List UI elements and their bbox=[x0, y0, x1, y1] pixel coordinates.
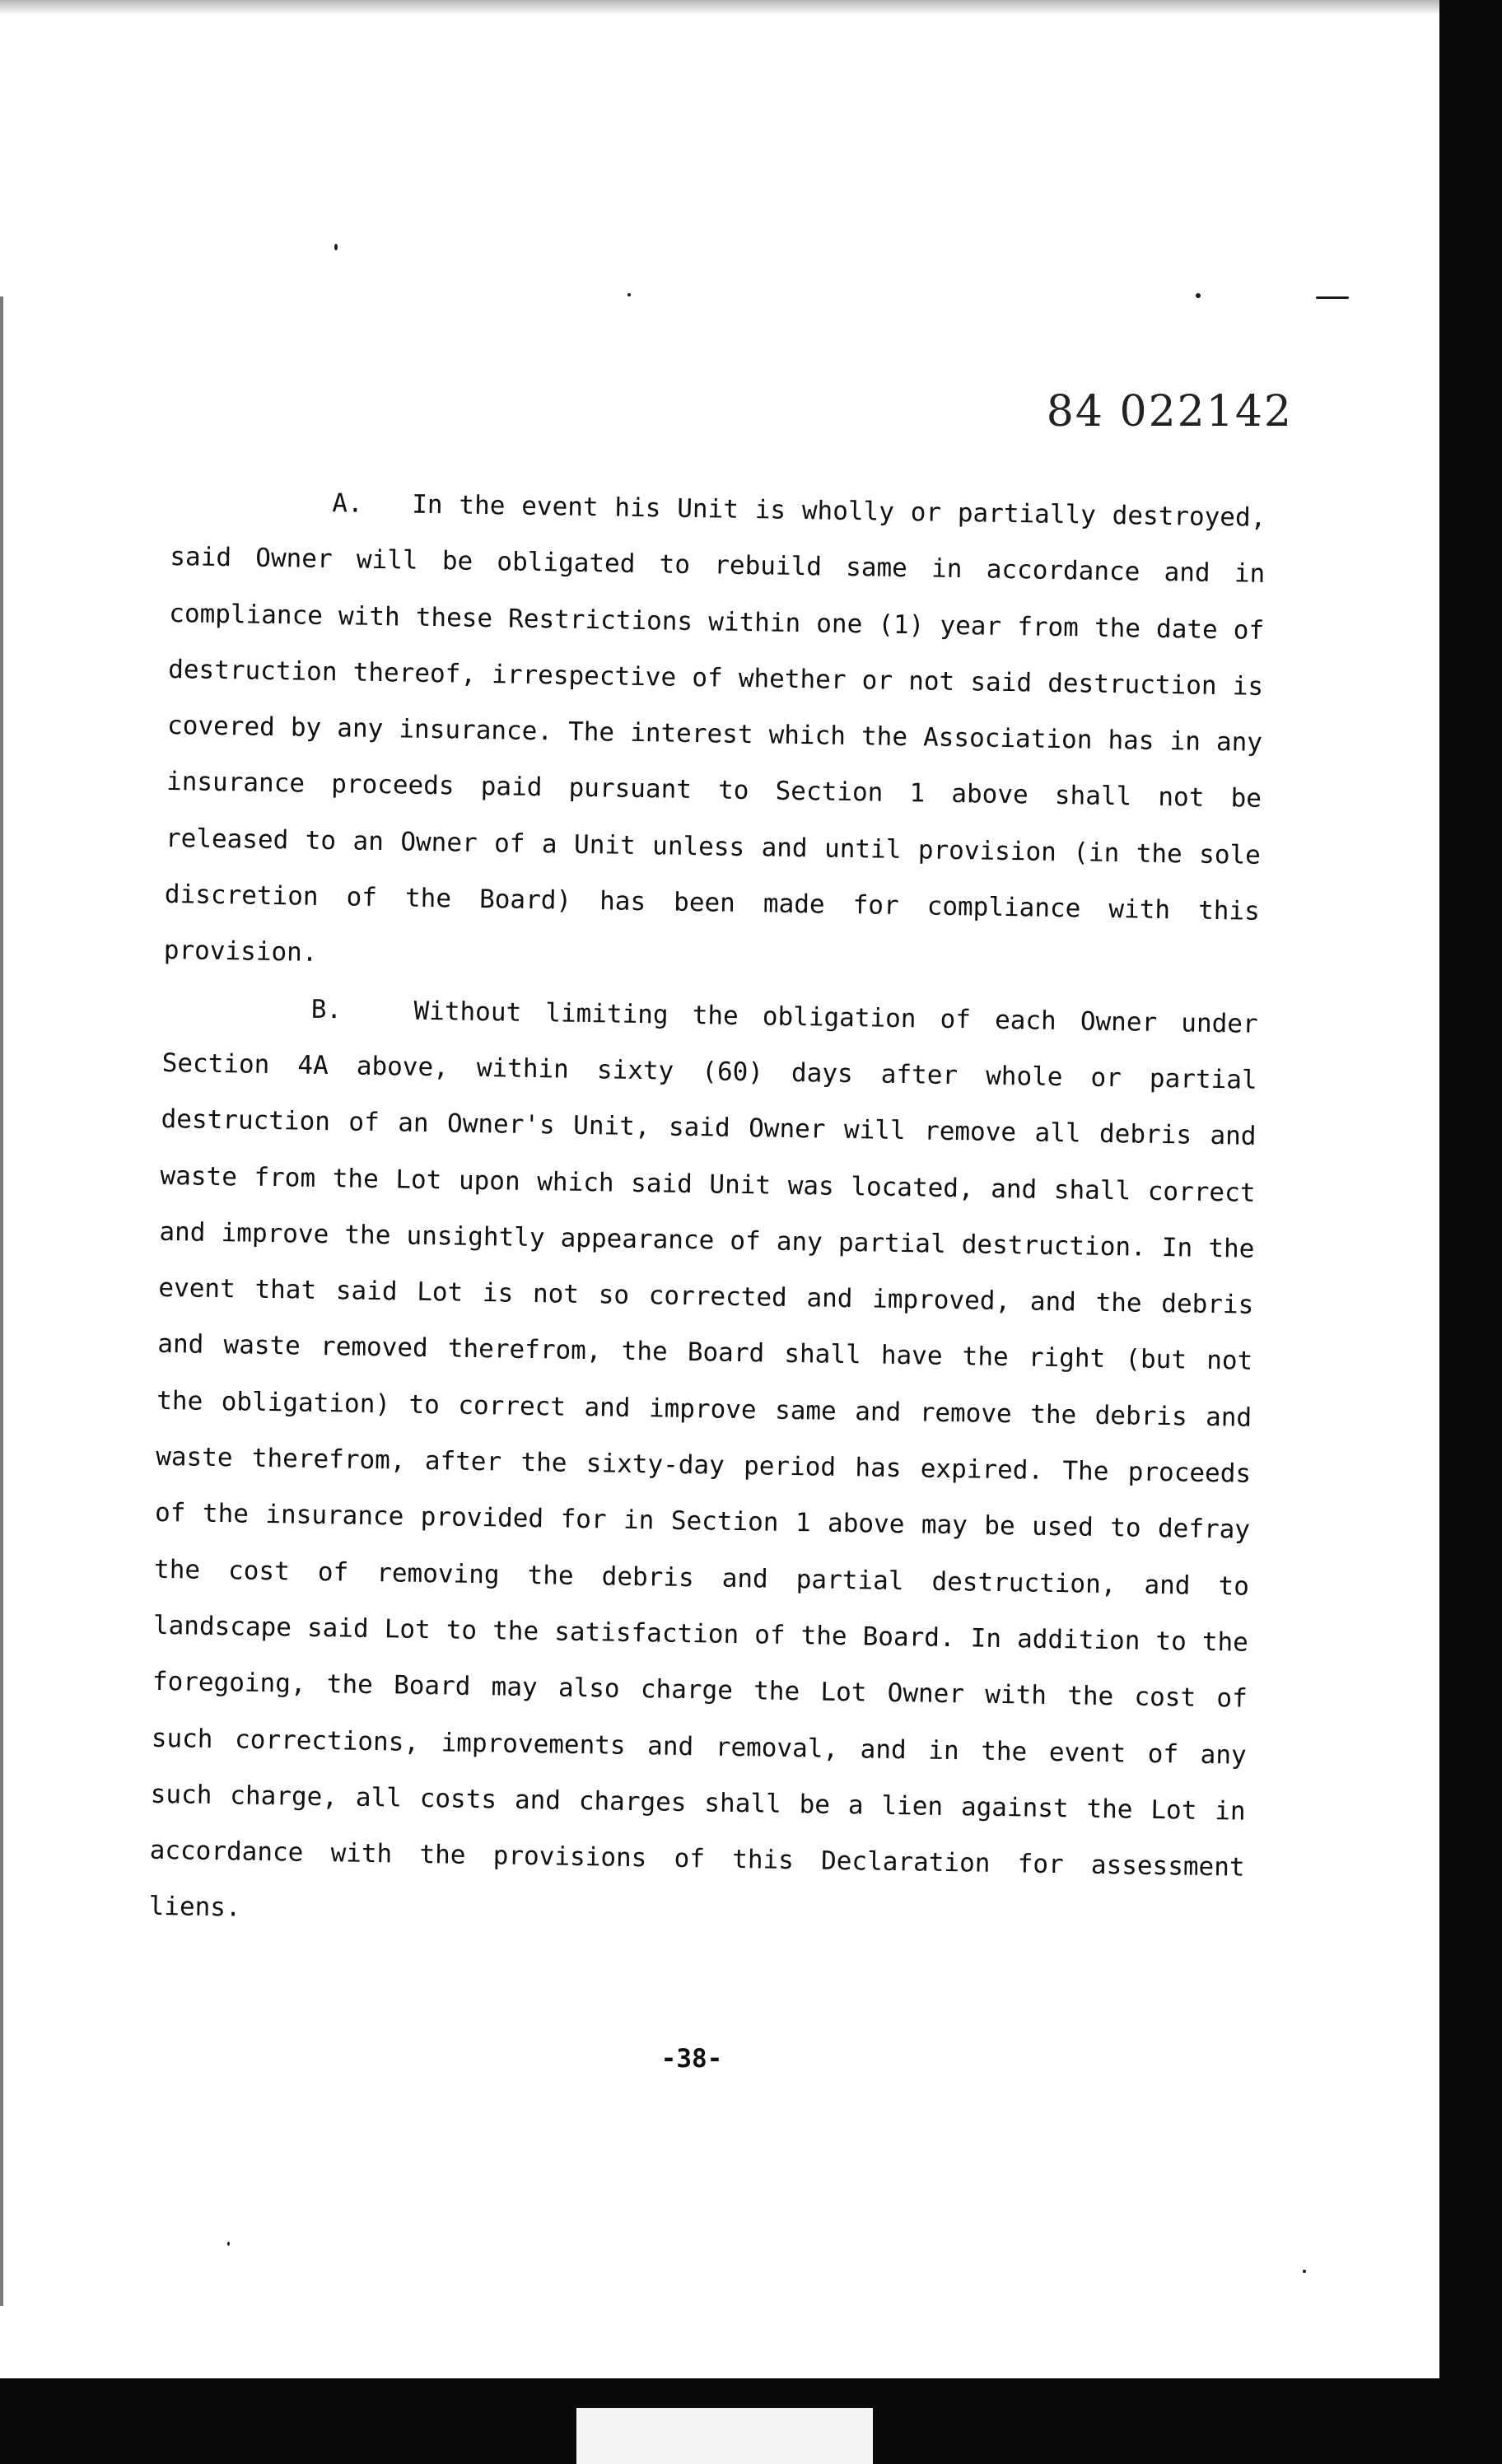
paragraph-marker: A. bbox=[332, 488, 364, 519]
document-number: 84 022142 bbox=[1046, 387, 1293, 436]
paragraph-a bbox=[163, 473, 1266, 996]
scan-paper-tab bbox=[576, 2408, 873, 2464]
page-number: -38- bbox=[660, 2044, 723, 2074]
paragraph-text: Without limiting the obligation of each Owner under Section 4A above, within sixty (60) days after whole or partial destruction of an Owner's Unit, said Owner will remove all debris and waste from the Lot upon which said Unit was located, and shall correct and improve the unsightly appearance of any partial destruction. In the event that said Lot is not so corrected and improved, and the debris and waste removed therefrom, the Board shall have the right (but not the obligation) to correct and improve same and remove the debris and waste therefrom, after the sixty-day period has expired. The proceeds of the insurance provided for in Section 1 above may be used to defray the cost of removing the debris and partial destruction, and to landscape said Lot to the satisfaction of the Board. In addition to the foregoing, the Board may also charge the Lot Owner with the cost of such corrections, improvements and removal, and in the event of any such charge, all costs and charges shall be a lien against the Lot in accordance with the provisions of this Declaration for assessment liens. bbox=[148, 996, 1258, 1923]
paragraph-marker: B. bbox=[310, 994, 343, 1025]
scan-edge-right bbox=[1439, 0, 1502, 2464]
body-text bbox=[148, 473, 1266, 1952]
paragraph-text: In the event his Unit is wholly or partially destroyed, said Owner will be obligated to rebuild same in accordance and in compliance with these Restrictions within one (1) year from the date of destruction thereof, irrespective of whether or not said destruction is covered by any insurance. The interest which the Association has in any insurance proceeds paid pursuant to Section 1 above shall not be released to an Owner of a Unit unless and until provision (in the sole discretion of the Board) has been made for compliance with this provision. bbox=[163, 489, 1266, 968]
paragraph-b bbox=[148, 979, 1258, 1953]
